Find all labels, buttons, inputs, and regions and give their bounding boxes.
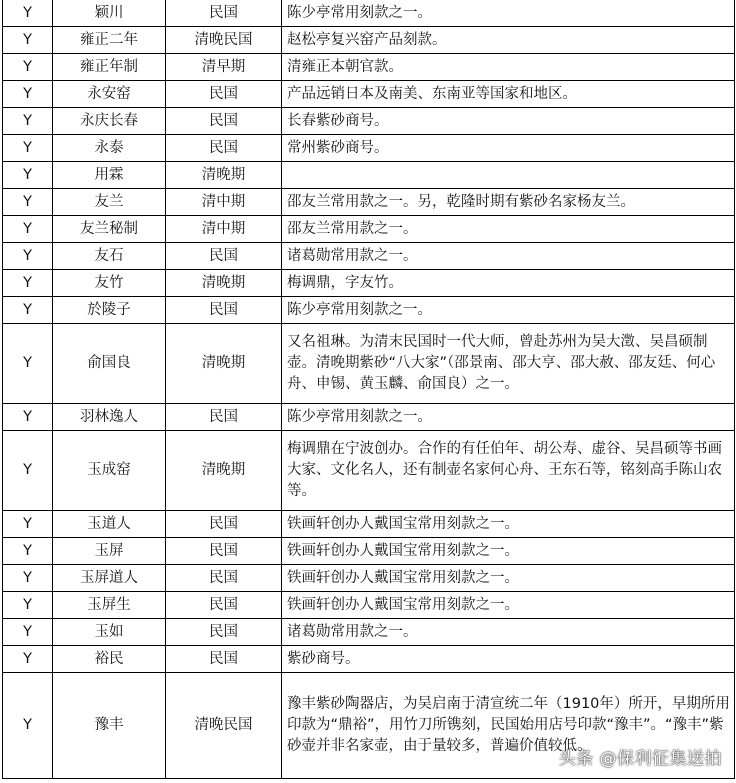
row-note: 诸葛勋常用款之一。 — [282, 243, 735, 270]
watermark: 头条 @保利征集送拍 — [558, 749, 722, 769]
row-era: 民国 — [166, 592, 282, 619]
row-note: 铁画轩创办人戴国宝常用刻款之一。 — [282, 592, 735, 619]
row-mark: 羽林逸人 — [53, 404, 166, 431]
row-era: 清晚期 — [166, 431, 282, 511]
row-era: 民国 — [166, 135, 282, 162]
table-row — [3, 565, 735, 592]
row-era: 民国 — [166, 297, 282, 324]
row-letter: Y — [3, 270, 53, 297]
row-note: 赵松亭复兴窑产品刻款。 — [282, 27, 735, 54]
row-mark: 永安窑 — [53, 81, 166, 108]
row-letter: Y — [3, 673, 53, 779]
row-era: 民国 — [166, 511, 282, 538]
row-letter: Y — [3, 54, 53, 81]
table-row — [3, 189, 735, 216]
row-era: 民国 — [166, 538, 282, 565]
row-note: 邵友兰常用款之一。另，乾隆时期有紫砂名家杨友兰。 — [282, 189, 735, 216]
row-letter: Y — [3, 324, 53, 404]
table-row — [3, 431, 735, 511]
table-row — [3, 135, 735, 162]
row-mark: 雍正二年 — [53, 27, 166, 54]
row-note: 产品远销日本及南美、东南亚等国家和地区。 — [282, 81, 735, 108]
row-note: 常州紫砂商号。 — [282, 135, 735, 162]
row-mark: 友兰秘制 — [53, 216, 166, 243]
row-mark: 玉如 — [53, 619, 166, 646]
row-era: 清晚民国 — [166, 673, 282, 779]
row-era: 民国 — [166, 404, 282, 431]
row-mark: 玉屏生 — [53, 592, 166, 619]
row-era: 民国 — [166, 108, 282, 135]
row-era: 民国 — [166, 81, 282, 108]
row-letter: Y — [3, 0, 53, 27]
row-era: 民国 — [166, 565, 282, 592]
table-row — [3, 108, 735, 135]
row-mark: 俞国良 — [53, 324, 166, 404]
row-letter: Y — [3, 189, 53, 216]
row-letter: Y — [3, 108, 53, 135]
table-row — [3, 216, 735, 243]
row-letter: Y — [3, 243, 53, 270]
row-mark: 友竹 — [53, 270, 166, 297]
row-note: 陈少亭常用刻款之一。 — [282, 297, 735, 324]
marks-table-body — [3, 0, 735, 779]
table-row — [3, 162, 735, 189]
row-letter: Y — [3, 565, 53, 592]
row-era: 民国 — [166, 243, 282, 270]
table-row — [3, 297, 735, 324]
row-mark: 玉成窑 — [53, 431, 166, 511]
row-mark: 友石 — [53, 243, 166, 270]
table-row — [3, 81, 735, 108]
row-letter: Y — [3, 646, 53, 673]
row-mark: 豫丰 — [53, 673, 166, 779]
row-note: 铁画轩创办人戴国宝常用刻款之一。 — [282, 538, 735, 565]
row-note — [282, 162, 735, 189]
row-era: 清晚期 — [166, 162, 282, 189]
table-row — [3, 270, 735, 297]
row-letter: Y — [3, 162, 53, 189]
row-note: 又名祖琳。为清末民国时一代大师，曾赴苏州为吴大澂、吴昌硕制壶。清晚期紫砂“八大家”（邵景南、邵大亨、邵大赦、邵友廷、何心舟、申锡、黄玉麟、俞国良）之一。 — [282, 324, 735, 404]
table-row — [3, 646, 735, 673]
row-note: 长春紫砂商号。 — [282, 108, 735, 135]
row-note: 豫丰紫砂陶器店，为吴启南于清宣统二年（1910年）所开，早期所用印款为“鼎裕”，用竹刀所镌刻，民国始用店号印款“豫丰”。“豫丰”紫砂壶并非名家壶，由于量较多，普遍价值较低。 — [282, 673, 735, 779]
row-letter: Y — [3, 431, 53, 511]
row-era: 清早期 — [166, 54, 282, 81]
table-row — [3, 511, 735, 538]
row-letter: Y — [3, 592, 53, 619]
table-row — [3, 0, 735, 27]
row-note: 陈少亭常用刻款之一。 — [282, 404, 735, 431]
row-note: 紫砂商号。 — [282, 646, 735, 673]
row-letter: Y — [3, 216, 53, 243]
table-row — [3, 324, 735, 404]
row-letter: Y — [3, 404, 53, 431]
row-era: 民国 — [166, 619, 282, 646]
row-mark: 玉屏道人 — [53, 565, 166, 592]
row-mark: 颖川 — [53, 0, 166, 27]
row-mark: 裕民 — [53, 646, 166, 673]
table-row — [3, 27, 735, 54]
table-row — [3, 243, 735, 270]
row-mark: 用霖 — [53, 162, 166, 189]
row-era: 清中期 — [166, 189, 282, 216]
table-row — [3, 404, 735, 431]
row-era: 民国 — [166, 0, 282, 27]
row-mark: 永泰 — [53, 135, 166, 162]
table-row — [3, 619, 735, 646]
row-letter: Y — [3, 135, 53, 162]
row-mark: 於陵子 — [53, 297, 166, 324]
row-letter: Y — [3, 511, 53, 538]
row-letter: Y — [3, 81, 53, 108]
row-note: 陈少亭常用刻款之一。 — [282, 0, 735, 27]
row-letter: Y — [3, 619, 53, 646]
table-row — [3, 54, 735, 81]
row-note: 铁画轩创办人戴国宝常用刻款之一。 — [282, 511, 735, 538]
row-note: 清雍正本朝官款。 — [282, 54, 735, 81]
table-row — [3, 592, 735, 619]
row-note: 诸葛勋常用款之一。 — [282, 619, 735, 646]
row-letter: Y — [3, 538, 53, 565]
table-row — [3, 538, 735, 565]
row-letter: Y — [3, 297, 53, 324]
row-note: 铁画轩创办人戴国宝常用刻款之一。 — [282, 565, 735, 592]
row-mark: 玉道人 — [53, 511, 166, 538]
row-era: 清晚期 — [166, 270, 282, 297]
row-era: 清晚民国 — [166, 27, 282, 54]
row-mark: 友兰 — [53, 189, 166, 216]
row-era: 清晚期 — [166, 324, 282, 404]
row-mark: 雍正年制 — [53, 54, 166, 81]
marks-table — [2, 0, 735, 779]
row-note: 梅调鼎，字友竹。 — [282, 270, 735, 297]
row-letter: Y — [3, 27, 53, 54]
row-mark: 永庆长春 — [53, 108, 166, 135]
row-era: 清中期 — [166, 216, 282, 243]
row-note: 邵友兰常用款之一。 — [282, 216, 735, 243]
row-era: 民国 — [166, 646, 282, 673]
row-note: 梅调鼎在宁波创办。合作的有任伯年、胡公寿、虚谷、吴昌硕等书画大家、文化名人，还有制壶名家何心舟、王东石等，铭刻高手陈山农等。 — [282, 431, 735, 511]
row-mark: 玉屏 — [53, 538, 166, 565]
